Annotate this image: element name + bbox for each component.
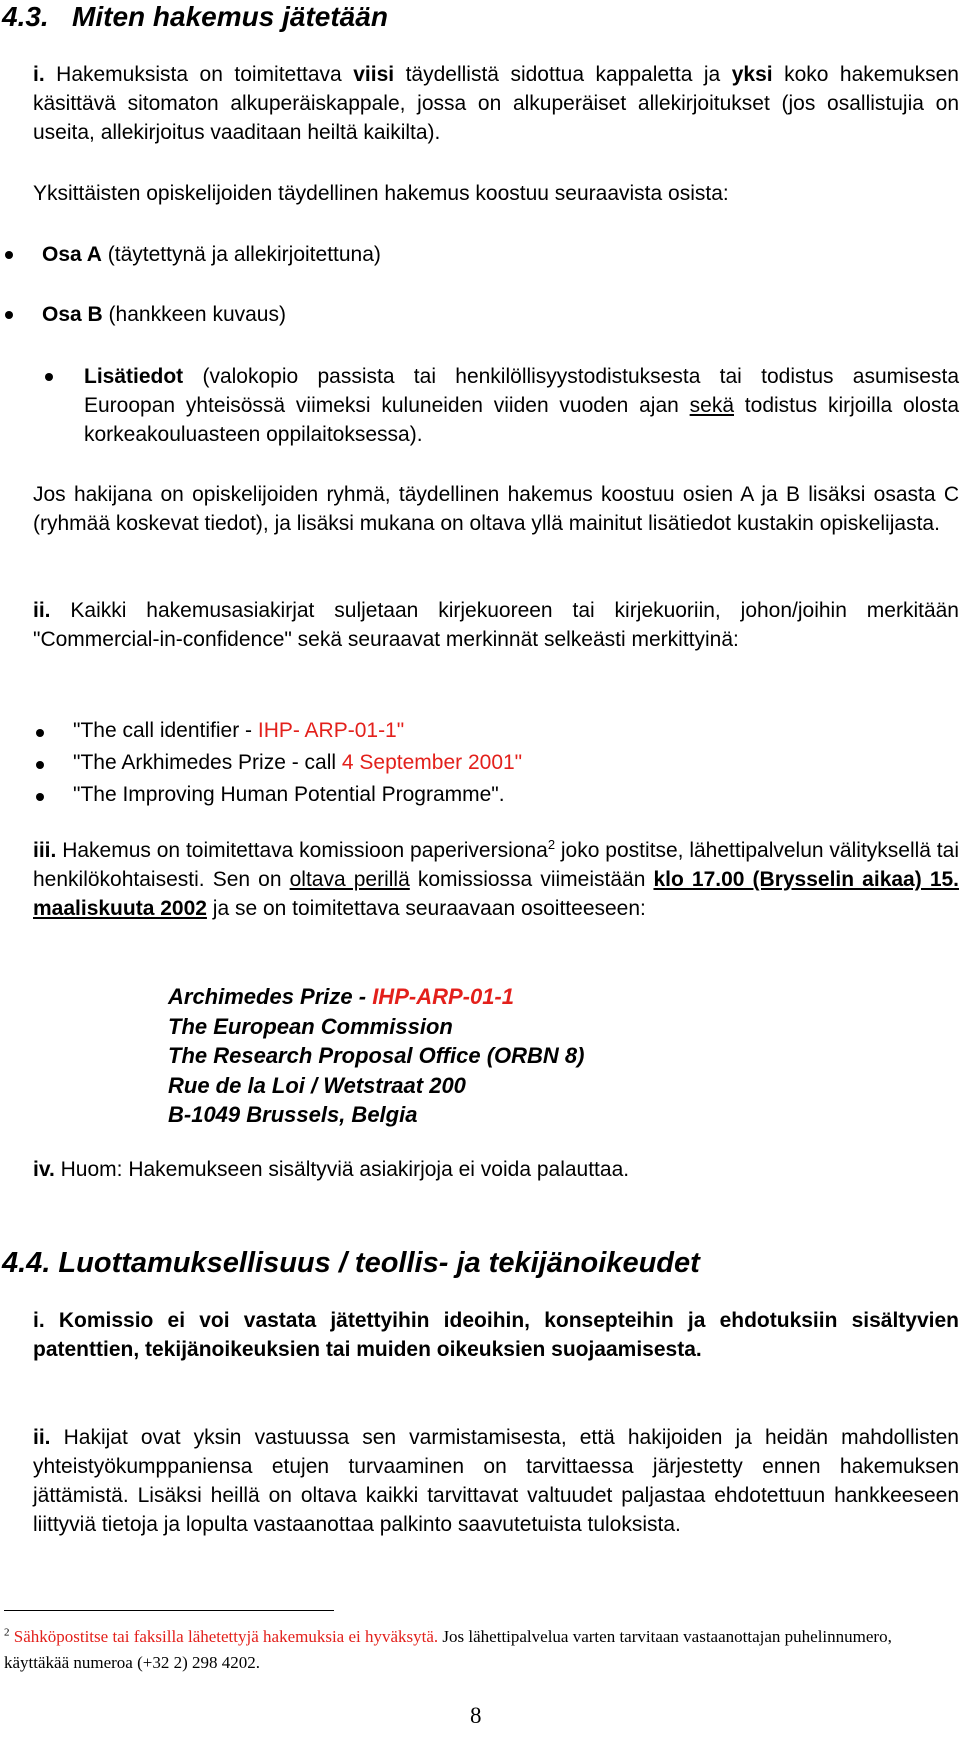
bullet-osa-a: Osa A (täytettynä ja allekirjoitettuna) <box>42 243 381 266</box>
bullet-icon <box>45 373 53 381</box>
item-number: i. <box>33 63 45 86</box>
marking-prize-call: "The Arkhimedes Prize - call 4 September 2001" <box>73 751 523 774</box>
requirements-intro: Yksittäisten opiskelijoiden täydellinen hakemus koostuu seuraavista osista: <box>33 182 729 205</box>
item-iv-paragraph: iv. Huom: Hakemukseen sisältyviä asiakirjoja ei voida palauttaa. <box>33 1158 630 1181</box>
group-paragraph: Jos hakijana on opiskelijoiden ryhmä, täydellinen hakemus koostuu osien A ja B lisäksi osasta C (ryhmää koskevat tiedot), ja lisäksi mukana on oltava yllä mainitut lisätiedot kustakin opiskelijasta. <box>33 483 959 535</box>
bullet-icon <box>36 729 44 737</box>
page-number: 8 <box>470 1703 482 1728</box>
address-line-2: The European Commission <box>168 1013 453 1039</box>
bullet-lisatiedot: Lisätiedot (valokopio passista tai henkilöllisyystodistuksesta tai todistus asumisesta Euroopan yhteisössä viimeksi kuluneiden viiden vuoden ajan sekä todistus kirjoilla olosta korkeakouluasteen oppilaitoksessa). <box>84 365 959 446</box>
footnote-divider <box>4 1610 334 1611</box>
bullet-icon <box>5 251 13 259</box>
item-i-paragraph: i. Hakemuksista on toimitettava viisi täydellistä sidottua kappaletta ja yksi koko hakemuksen käsittävä sitomaton alkuperäiskappale, jossa on alkuperäiset allekirjoitukset (jos osallistujia on useita, allekirjoitus vaaditaan heiltä kaikilta). <box>33 63 959 144</box>
marking-programme: "The Improving Human Potential Programme". <box>73 783 505 806</box>
bullet-icon <box>36 761 44 769</box>
item-4-4-ii-paragraph: ii. Hakijat ovat yksin vastuussa sen varmistamisesta, että hakijoiden ja heidän mahdollisten yhteistyökumppaniensa etujen turvaaminen on tarvittaessa järjestetty ennen hakemuksen jättämistä. Lisäksi heillä on oltava kaikki tarvittavat valtuudet paljastaa ehdotettuun hankkeeseen liittyviä tietoja ja lopulta vastaanottaa palkinto saavutetuista tuloksista. <box>33 1426 959 1536</box>
postal-address <box>168 982 585 1130</box>
section-4-4-heading: 4.4. Luottamuksellisuus / teollis- ja tekijänoikeudet <box>2 1247 700 1279</box>
item-ii-paragraph: ii. Kaikki hakemusasiakirjat suljetaan kirjekuoreen tai kirjekuoriin, johon/joihin merkitään "Commercial-in-confidence" sekä seuraavat merkinnät selkeästi merkittyinä: <box>33 599 959 651</box>
section-4-3-heading: 4.3. Miten hakemus jätetään <box>2 1 388 32</box>
footnote: $^2$ Sähköpostitse tai faksilla lähetettyjä hakemuksia ei hyväksytä. Jos lähettipalvelua varten tarvitaan vastaanottajan puhelinnumero, käyttäkää numeroa (+32 2) 298 4202. <box>4 1626 892 1672</box>
address-line-1: Archimedes Prize - IHP-ARP-01-1 <box>168 984 514 1009</box>
deadline: klo 17.00 (Brysselin aikaa) 15. maaliskuuta 2002 <box>33 868 960 920</box>
bullet-icon <box>36 793 44 801</box>
item-4-4-i-paragraph: i. Komissio ei voi vastata jätettyihin ideoihin, konsepteihin ja ehdotuksiin sisältyvien patenttien, tekijänoikeuksien tai muiden oikeuksien suojaamisesta. <box>33 1309 959 1361</box>
marking-call-identifier: "The call identifier - IHP- ARP-01-1" <box>73 719 405 742</box>
address-line-3: The Research Proposal Office (ORBN 8) <box>168 1043 585 1068</box>
address-line-5: B-1049 Brussels, Belgia <box>168 1102 418 1127</box>
bullet-icon <box>5 311 13 319</box>
address-line-4: Rue de la Loi / Wetstraat 200 <box>168 1072 466 1098</box>
item-iii-paragraph: iii. Hakemus on toimitettava komissioon paperiversiona$^2$ joko postitse, lähettipalvelun välityksellä tai henkilökohtaisesti. Sen on oltava perillä komissiossa viimeistään klo 17.00 (Brysselin aikaa) 15. maaliskuuta 2002 ja se on toimitettava seuraavaan osoitteeseen: <box>33 837 960 920</box>
bullet-osa-b: Osa B (hankkeen kuvaus) <box>42 303 286 326</box>
